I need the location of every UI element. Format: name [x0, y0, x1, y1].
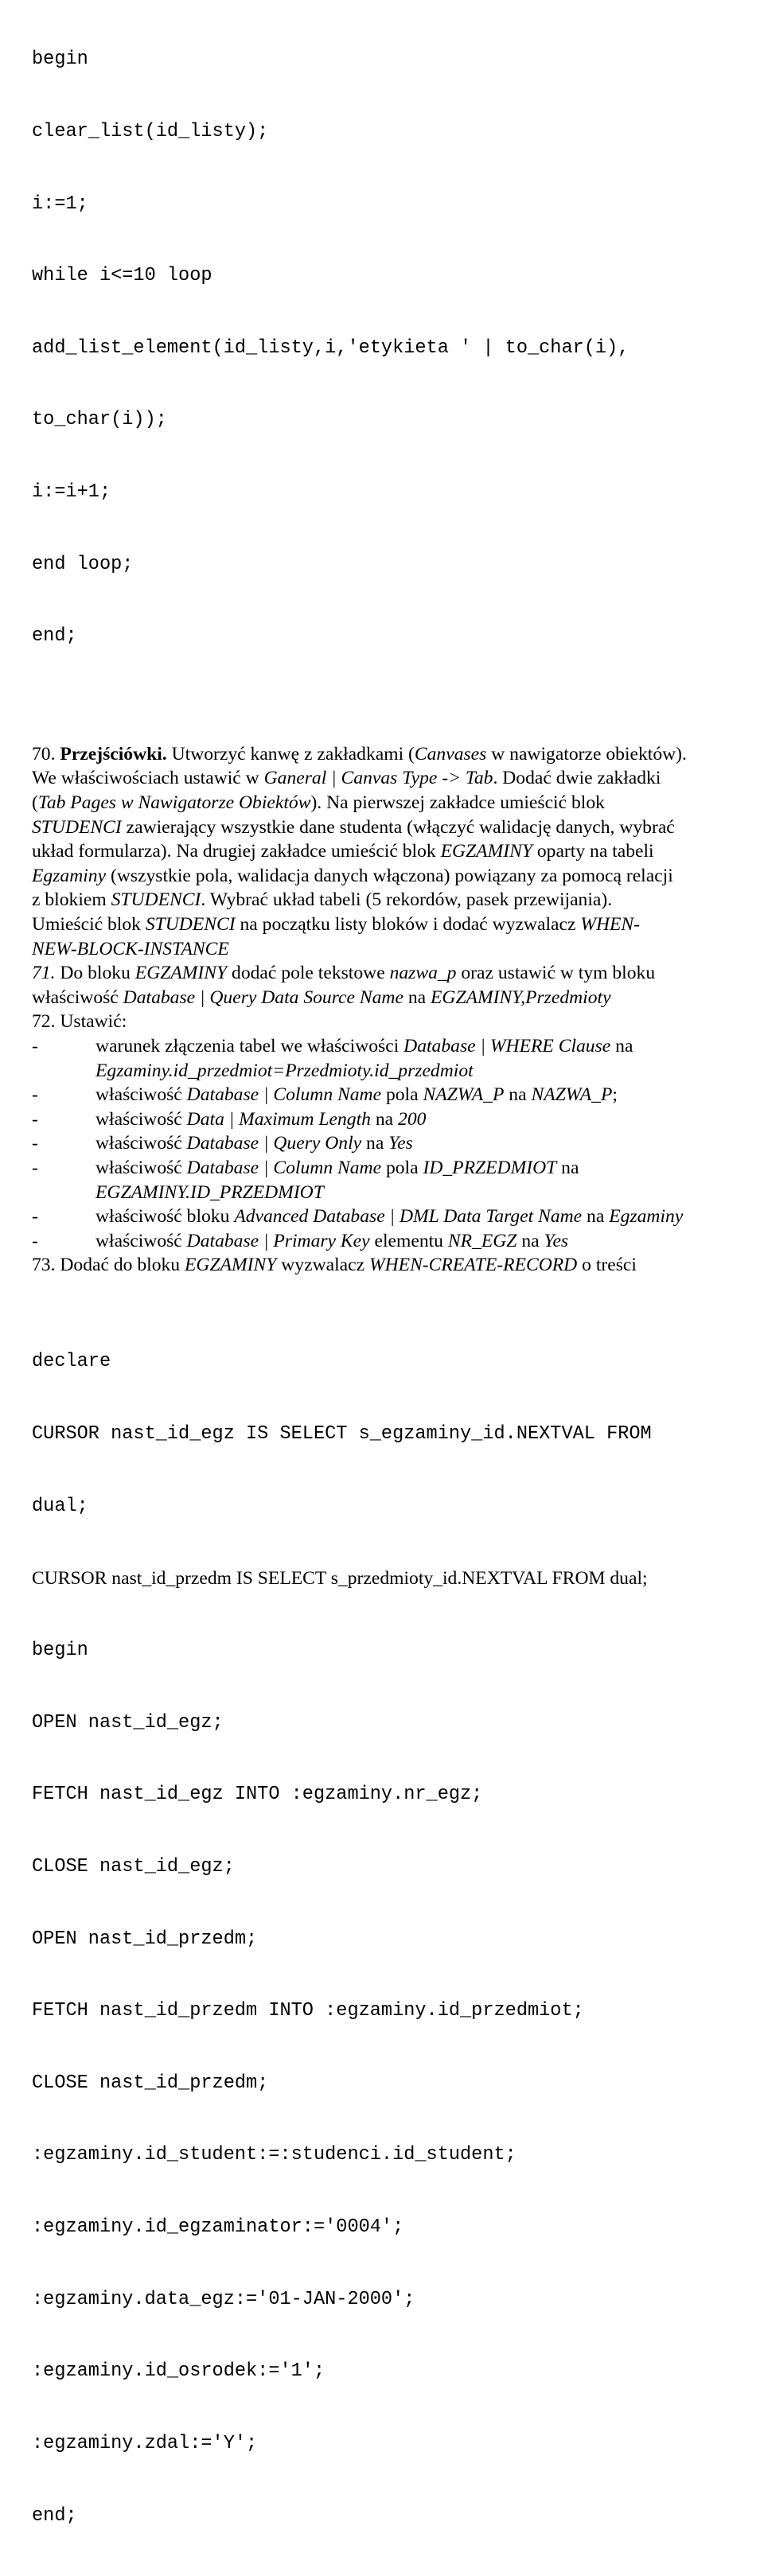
- list-item: - właściwość bloku Advanced Database | DML Data Target Name na Egzaminy: [32, 1204, 764, 1229]
- code-line: add_list_element(id_listy,i,'etykieta ' | to_char(i),: [32, 337, 630, 359]
- text-line: We właściwościach ustawić w Ganeral | Canvas Type -> Tab. Dodać dwie zakładki: [32, 768, 661, 789]
- code-line: CLOSE nast_id_egz;: [32, 1856, 235, 1878]
- text-line: Umieścić blok STUDENCI na początku listy bloków i dodać wyzwalacz WHEN-: [32, 914, 641, 936]
- text-line: 73. Dodać do bloku EGZAMINY wyzwalacz WHEN-CREATE-RECORD o treści: [32, 1255, 637, 1276]
- code-line: end;: [32, 625, 77, 648]
- code-block-list: [32, 0, 764, 697]
- section-70: [32, 742, 764, 961]
- code-line: end loop;: [32, 553, 134, 575]
- list-dash: -: [32, 1157, 38, 1178]
- code-line: i:=1;: [32, 193, 88, 215]
- list-dash: -: [32, 1206, 38, 1228]
- code-line: while i<=10 loop: [32, 265, 212, 287]
- code-line: begin: [32, 49, 88, 71]
- code-line: FETCH nast_id_egz INTO :egzaminy.nr_egz;: [32, 1784, 483, 1806]
- list-item: - właściwość Database | Column Name pola NAZWA_P na NAZWA_P;: [32, 1083, 764, 1107]
- code-line: :egzaminy.id_egzaminator:='0004';: [32, 2216, 404, 2239]
- code-line: begin: [32, 1640, 88, 1662]
- text-line: 71. Do bloku EGZAMINY dodać pole tekstowe nazwa_p oraz ustawić w tym bloku: [32, 963, 656, 984]
- section-title: Ustawić:: [55, 1011, 127, 1033]
- code-line: :egzaminy.id_osrodek:='1';: [32, 2360, 325, 2383]
- section-73: [32, 1253, 764, 1278]
- list-dash: -: [32, 1230, 38, 1251]
- code-line: declare: [32, 1351, 111, 1373]
- code-line: clear_list(id_listy);: [32, 121, 269, 143]
- list-item: - właściwość Database | Primary Key elementu NR_EGZ na Yes: [32, 1229, 764, 1254]
- section-number: 73.: [32, 1255, 56, 1276]
- text-line: NEW-BLOCK-INSTANCE: [32, 938, 229, 959]
- text-line: właściwość Database | Query Data Source Name na EGZAMINY,Przedmioty: [32, 986, 611, 1008]
- list-item: - właściwość Data | Maximum Length na 200: [32, 1107, 764, 1132]
- section-number: 70.: [32, 743, 56, 765]
- section-71: [32, 961, 764, 1010]
- text-line: 70. Przejściówki. Utworzyć kanwę z zakładkami (Canvases w nawigatorze obiektów).: [32, 743, 687, 765]
- code-line: OPEN nast_id_egz;: [32, 1711, 224, 1734]
- list-item: - właściwość Database | Column Name pola ID_PRZEDMIOT na EGZAMINY.ID_PRZEDMIOT: [32, 1157, 579, 1203]
- list-dash: -: [32, 1084, 38, 1106]
- text-line: układ formularza). Na drugiej zakładce umieścić blok EGZAMINY oparty na tabeli: [32, 841, 654, 862]
- list-dash: -: [32, 1108, 38, 1130]
- code-line: :egzaminy.zdal:='Y';: [32, 2432, 258, 2454]
- code-line-serif: CURSOR nast_id_przedm IS SELECT s_przedmioty_id.NEXTVAL FROM dual;: [32, 1568, 648, 1590]
- code-line: OPEN nast_id_przedm;: [32, 1928, 258, 1950]
- code-line: i:=i+1;: [32, 481, 111, 504]
- list-item: - właściwość Database | Query Only na Yes: [32, 1131, 764, 1156]
- list-dash: -: [32, 1036, 38, 1057]
- code-block-trigger: [32, 1302, 764, 2576]
- section-72: [32, 1010, 764, 1253]
- code-line: :egzaminy.data_egz:='01-JAN-2000';: [32, 2288, 415, 2310]
- list-item: - warunek złączenia tabel we właściwości Database | WHERE Clause na Egzaminy.id_przedmiot=Przedmioty.id_przedmiot: [32, 1036, 633, 1081]
- list-dash: -: [32, 1133, 38, 1154]
- text-line: z blokiem STUDENCI. Wybrać układ tabeli (5 rekordów, pasek przewijania).: [32, 889, 613, 911]
- code-line: dual;: [32, 1495, 88, 1517]
- text-line: Egzaminy (wszystkie pola, walidacja danych włączona) powiązany za pomocą relacji: [32, 865, 673, 886]
- section-number: 71.: [32, 963, 56, 984]
- document-page: [32, 0, 764, 2576]
- text-line: [32, 1010, 764, 1034]
- code-line: end;: [32, 2504, 77, 2527]
- text-line: STUDENCI zawierający wszystkie dane studenta (włączyć walidację danych, wybrać: [32, 816, 675, 838]
- section-title: Przejściówki.: [60, 743, 167, 765]
- section-number: 72.: [32, 1011, 56, 1033]
- code-line: CURSOR nast_id_egz IS SELECT s_egzaminy_id.NEXTVAL FROM: [32, 1422, 652, 1445]
- text-line: (Tab Pages w Nawigatorze Obiektów). Na pierwszej zakładce umieścić blok: [32, 792, 605, 814]
- code-line: :egzaminy.id_student:=:studenci.id_student;: [32, 2144, 516, 2166]
- code-line: to_char(i));: [32, 409, 167, 431]
- code-line: CLOSE nast_id_przedm;: [32, 2072, 269, 2094]
- code-line: FETCH nast_id_przedm INTO :egzaminy.id_przedmiot;: [32, 2000, 584, 2022]
